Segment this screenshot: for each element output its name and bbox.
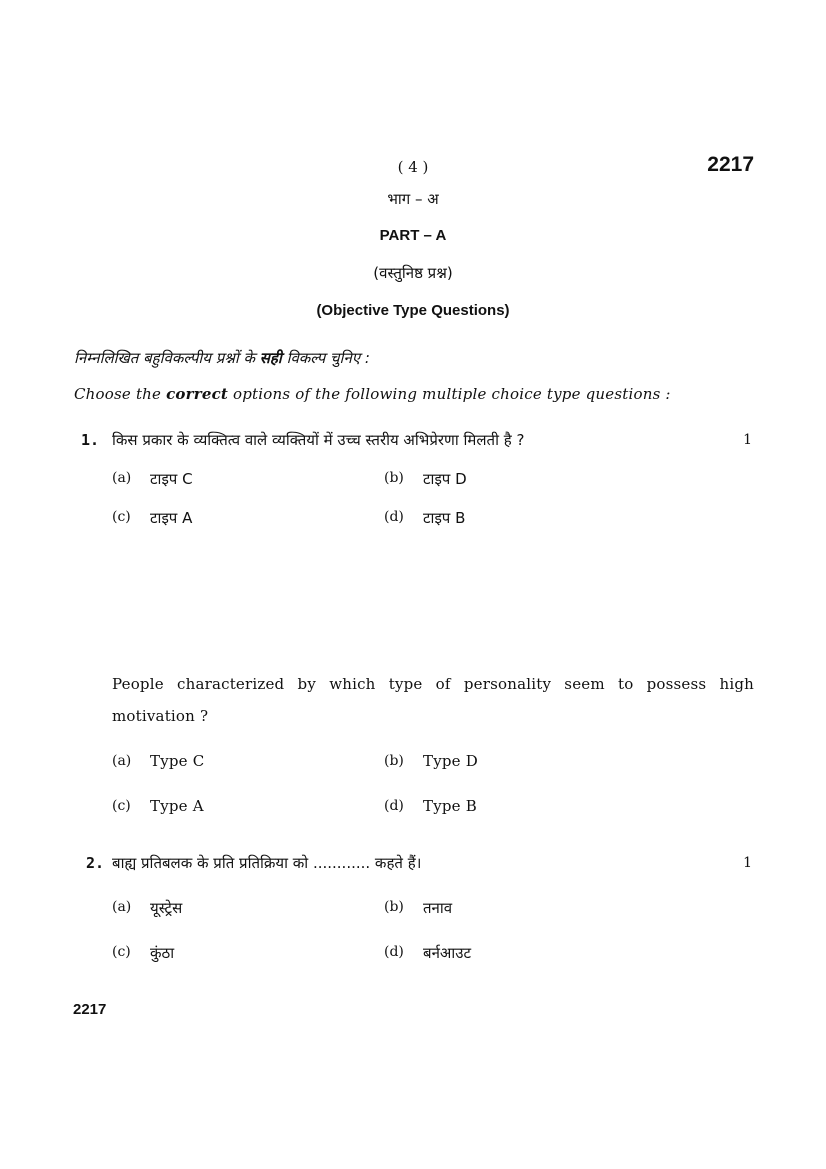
q2-option-c[interactable]: कुंठा [150,944,175,962]
instruction-english [74,385,671,403]
paper-code: 2217 [707,153,754,176]
q2-option-c-label: (c) [112,944,131,960]
instruction-hindi-pre: निम्नलिखित बहुविकल्पीय प्रश्नों के [74,349,260,367]
question-2-number: 2. [86,854,105,872]
q1-hindi-option-c[interactable]: टाइप A [150,509,193,527]
section-type-english: (Objective Type Questions) [316,302,510,319]
q2-option-d[interactable]: बर्नआउट [423,944,472,962]
question-1-text-english-line2: motivation ? [112,707,209,725]
question-1-number: 1. [81,431,100,449]
q1-english-option-b-label: (b) [384,753,404,769]
q1-hindi-option-d[interactable]: टाइप B [423,509,466,527]
instruction-hindi-emphasis: सही [259,349,282,367]
question-2-text-hindi: बाह्य प्रतिबलक के प्रति प्रतिक्रिया को ............ कहते हैं। [112,854,422,872]
q1-hindi-option-b[interactable]: टाइप D [423,470,467,488]
q1-english-option-c[interactable]: Type A [150,797,204,815]
q1-hindi-option-a-label: (a) [112,470,132,486]
footer-paper-code: 2217 [73,1001,107,1018]
question-2-marks: 1 [743,855,752,871]
instruction-english-emphasis: correct [166,385,229,403]
question-1-text-english-line1: People characterized by which type of personality seem to possess high [112,675,754,693]
question-1-text-hindi: किस प्रकार के व्यक्तित्व वाले व्यक्तियों में उच्च स्तरीय अभिप्रेरणा मिलती है ? [112,431,525,449]
q1-english-option-d[interactable]: Type B [423,797,477,815]
q1-hindi-option-c-label: (c) [112,509,131,525]
part-title-english: PART – A [379,227,447,244]
q1-english-option-b[interactable]: Type D [423,752,478,770]
q1-english-option-c-label: (c) [112,798,131,814]
q1-hindi-option-b-label: (b) [384,470,404,486]
q1-english-option-a[interactable]: Type C [150,752,205,770]
q1-hindi-option-d-label: (d) [384,509,404,525]
question-1-marks: 1 [743,432,752,448]
instruction-english-post: options of the following multiple choice type questions : [228,385,671,403]
instruction-english-pre: Choose the [74,385,167,403]
q2-option-b[interactable]: तनाव [423,899,453,917]
page-number: ( 4 ) [397,158,429,176]
q1-english-option-a-label: (a) [112,753,132,769]
q2-option-b-label: (b) [384,899,404,915]
part-title-hindi: भाग – अ [387,190,439,208]
q2-option-d-label: (d) [384,944,404,960]
section-type-hindi: (वस्तुनिष्ठ प्रश्न) [373,264,453,282]
q2-option-a-label: (a) [112,899,132,915]
instruction-hindi [74,348,370,368]
q1-hindi-option-a[interactable]: टाइप C [150,470,193,488]
q2-option-a[interactable]: यूस्ट्रेस [150,899,183,917]
instruction-hindi-post: विकल्प चुनिए : [281,349,370,367]
q1-english-option-d-label: (d) [384,798,404,814]
